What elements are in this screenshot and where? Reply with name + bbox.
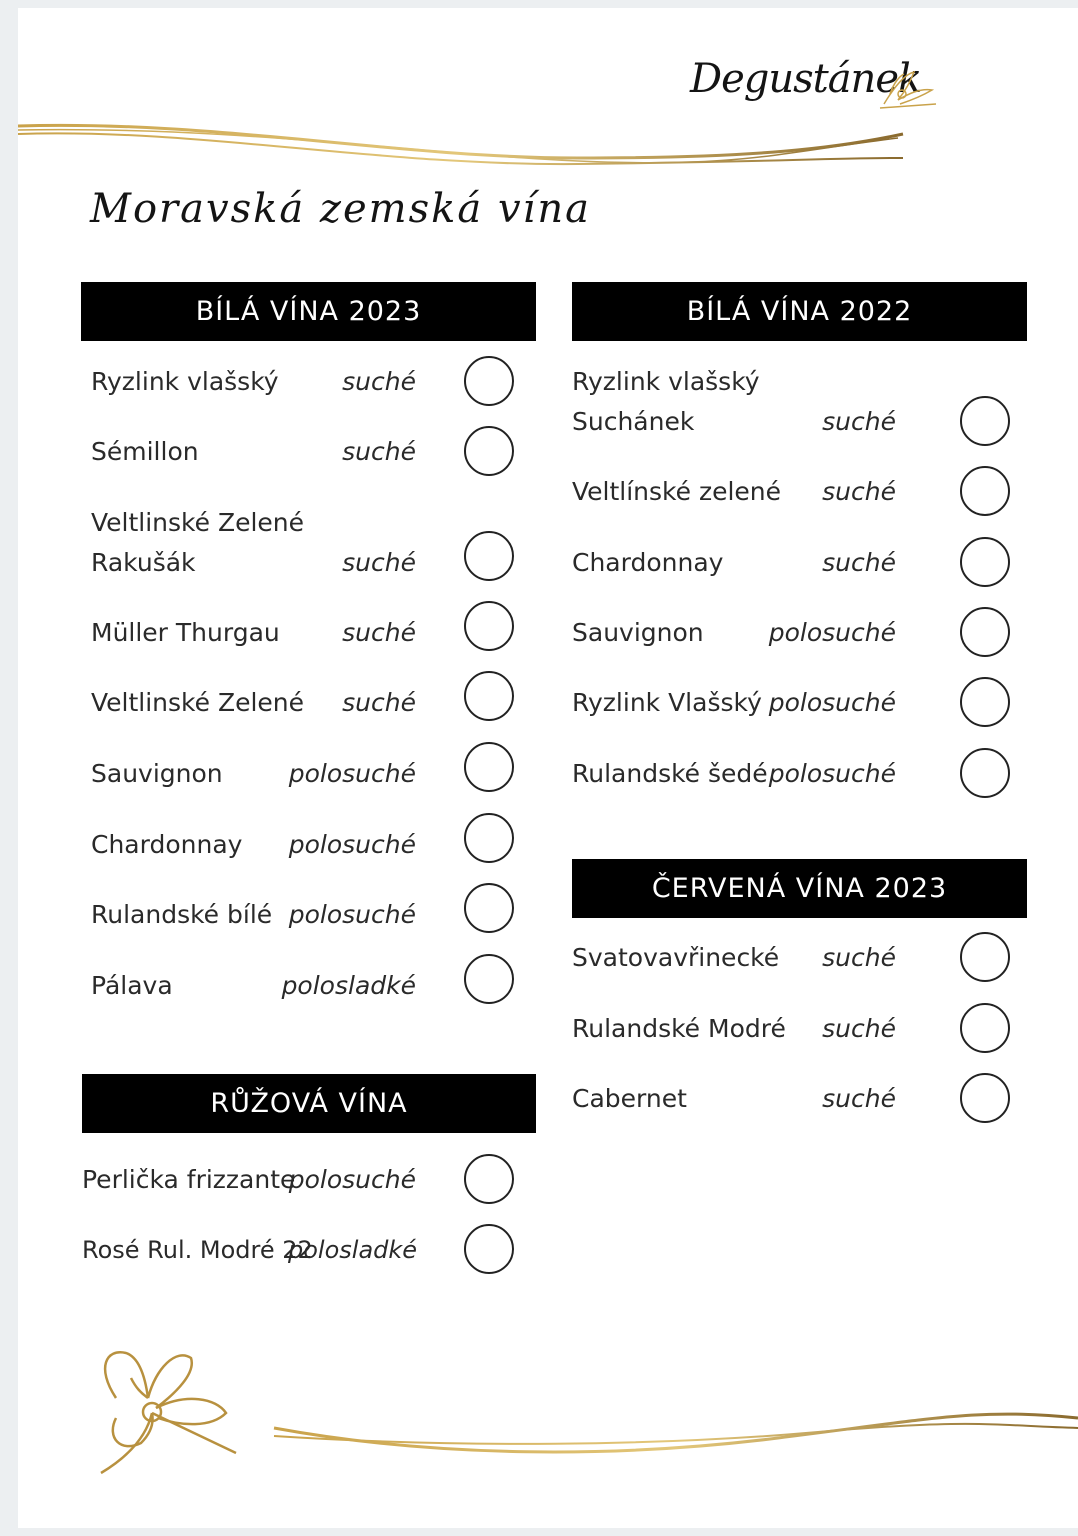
rating-checkbox[interactable] (464, 356, 514, 406)
rating-checkbox[interactable] (464, 531, 514, 581)
wine-name: Rakušák (91, 548, 196, 577)
wine-sweetness: polosuché (768, 618, 896, 647)
wine-name-line1: Ryzlink vlašský (572, 367, 760, 396)
rating-checkbox[interactable] (960, 677, 1010, 727)
wine-sweetness: suché (822, 477, 896, 506)
section-header-red-2023: ČERVENÁ VÍNA 2023 (572, 859, 1027, 918)
wine-sweetness: suché (822, 407, 896, 436)
wine-name: Rulandské šedé (572, 759, 768, 788)
wine-sweetness: suché (822, 548, 896, 577)
rating-checkbox[interactable] (960, 1003, 1010, 1053)
wine-name: Chardonnay (91, 830, 243, 859)
wine-sweetness: polosuché (288, 830, 416, 859)
wine-sweetness: suché (342, 618, 416, 647)
flower-decoration-icon (86, 1338, 256, 1483)
wine-name: Rosé Rul. Modré 22 (82, 1236, 313, 1264)
rating-checkbox[interactable] (960, 396, 1010, 446)
rating-checkbox[interactable] (960, 466, 1010, 516)
wine-sweetness: suché (822, 1014, 896, 1043)
flower-logo-icon (876, 64, 938, 114)
wine-name: Sauvignon (572, 618, 704, 647)
rating-checkbox[interactable] (960, 607, 1010, 657)
wine-name: Rulandské Modré (572, 1014, 786, 1043)
rating-checkbox[interactable] (960, 748, 1010, 798)
page-title: Moravská zemská vína (90, 186, 591, 232)
wine-name-line1: Veltlinské Zelené (91, 508, 305, 537)
rating-checkbox[interactable] (464, 954, 514, 1004)
wine-sweetness: polosuché (768, 688, 896, 717)
wine-name: Müller Thurgau (91, 618, 280, 647)
wine-name: Pálava (91, 971, 173, 1000)
rating-checkbox[interactable] (960, 1073, 1010, 1123)
rating-checkbox[interactable] (464, 426, 514, 476)
rating-checkbox[interactable] (464, 671, 514, 721)
section-header-white-2023: BÍLÁ VÍNA 2023 (81, 282, 536, 341)
rating-checkbox[interactable] (464, 1224, 514, 1274)
rating-checkbox[interactable] (464, 883, 514, 933)
wine-name: Perlička frizzante (82, 1165, 296, 1194)
rating-checkbox[interactable] (464, 742, 514, 792)
section-header-white-2022: BÍLÁ VÍNA 2022 (572, 282, 1027, 341)
wine-sweetness: polosuché (288, 759, 416, 788)
wine-sweetness: suché (342, 548, 416, 577)
wine-sweetness: polosuché (768, 759, 896, 788)
wine-name: Chardonnay (572, 548, 724, 577)
wine-sweetness: suché (342, 367, 416, 396)
wine-name: Ryzlink Vlašský (572, 688, 762, 717)
wine-sweetness: suché (822, 943, 896, 972)
wine-sweetness: polosuché (288, 1165, 416, 1194)
rating-checkbox[interactable] (960, 932, 1010, 982)
wine-sweetness: polosuché (288, 900, 416, 929)
wine-name: Veltlínské zelené (572, 477, 782, 506)
wine-name: Svatovavřinecké (572, 943, 780, 972)
rating-checkbox[interactable] (464, 813, 514, 863)
rating-checkbox[interactable] (464, 1154, 514, 1204)
section-header-rose: RŮŽOVÁ VÍNA (82, 1074, 536, 1133)
brand-logo-text: Degustánek (690, 56, 922, 102)
rating-checkbox[interactable] (960, 537, 1010, 587)
tasting-sheet-page (18, 8, 1078, 1528)
wine-sweetness: suché (342, 688, 416, 717)
wine-name: Ryzlink vlašský (91, 367, 279, 396)
wine-name: Suchánek (572, 407, 695, 436)
wine-name: Rulandské bílé (91, 900, 273, 929)
wine-name: Sémillon (91, 437, 199, 466)
wine-name: Sauvignon (91, 759, 223, 788)
rating-checkbox[interactable] (464, 601, 514, 651)
wine-name: Cabernet (572, 1084, 687, 1113)
wine-name: Veltlinské Zelené (91, 688, 305, 717)
wine-sweetness: polosladké (288, 1236, 418, 1264)
wine-sweetness: suché (342, 437, 416, 466)
wine-sweetness: suché (822, 1084, 896, 1113)
wine-sweetness: polosladké (281, 971, 416, 1000)
